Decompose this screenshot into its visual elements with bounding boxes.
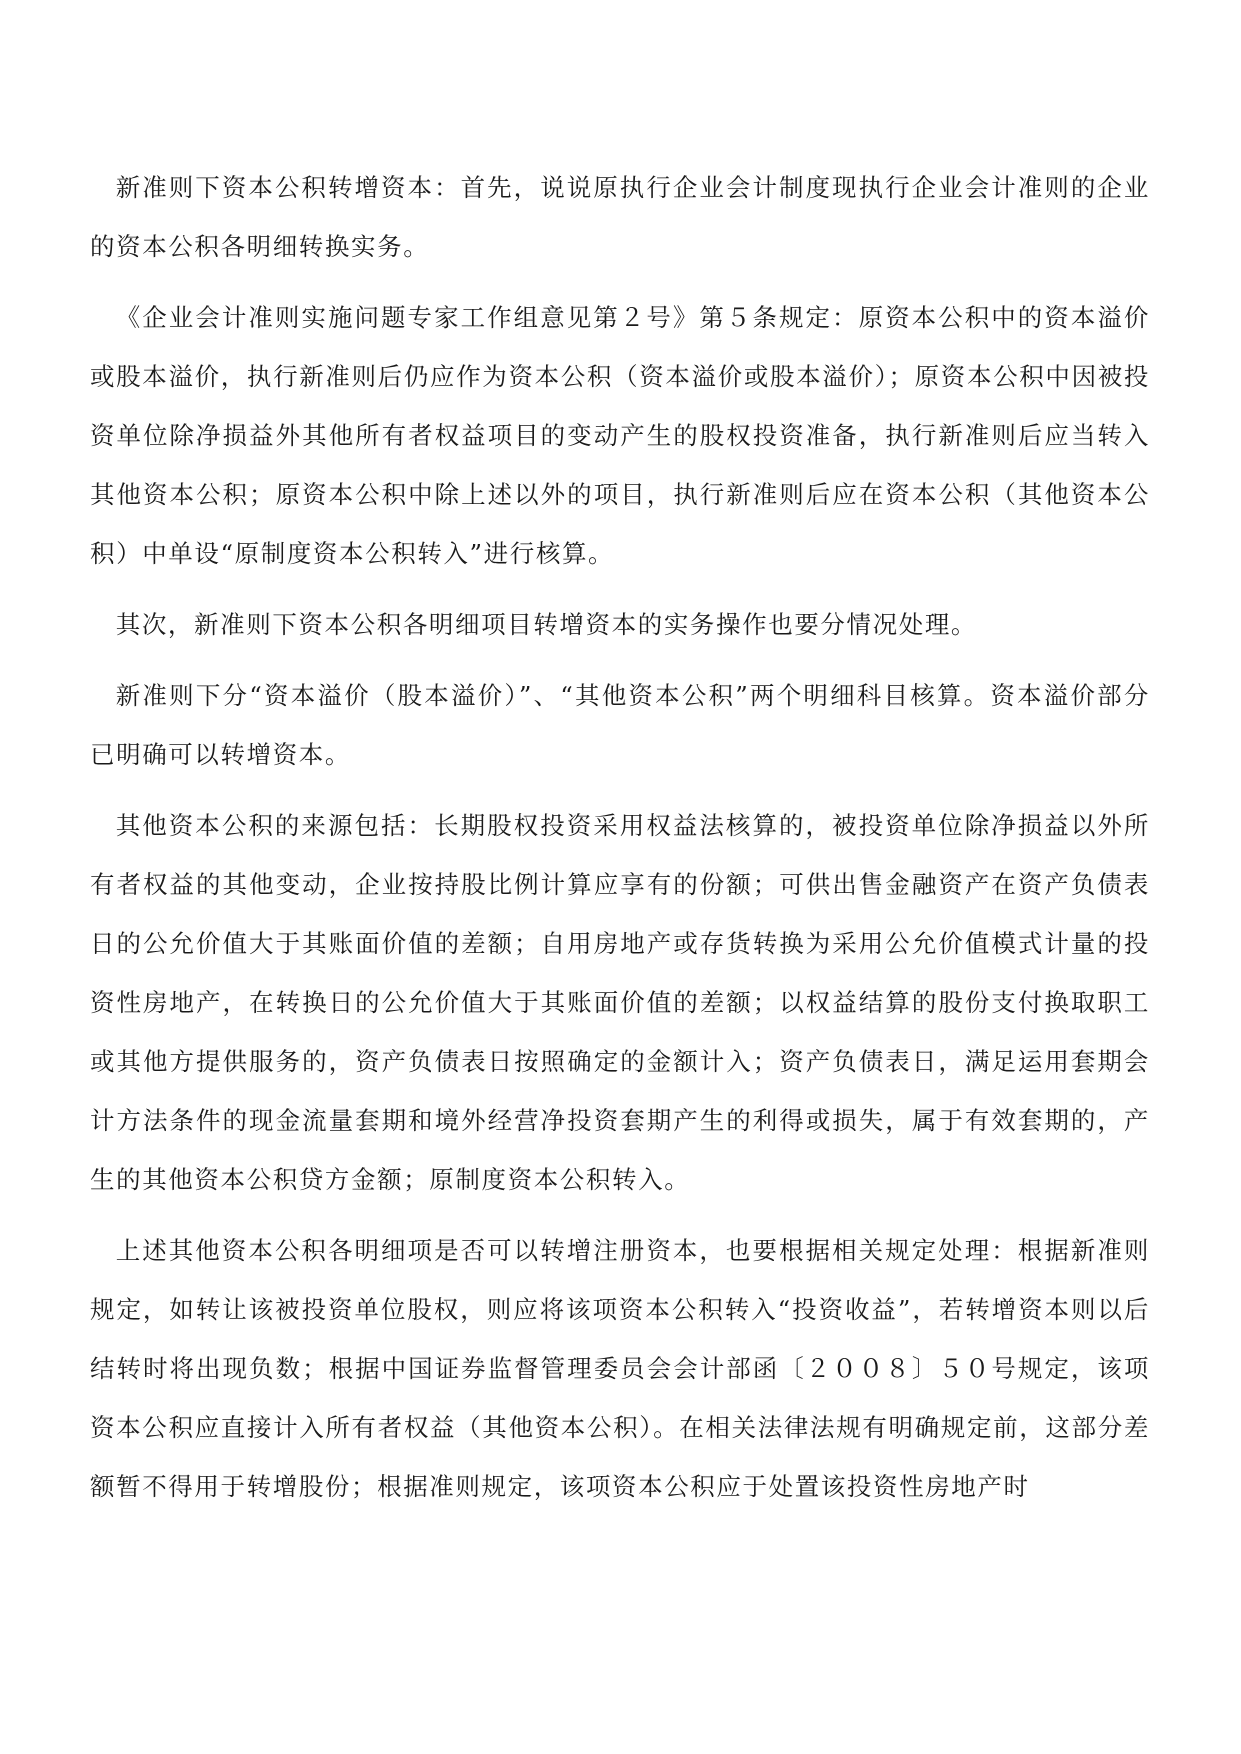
paragraph-other-capital-sources: 其他资本公积的来源包括：长期股权投资采用权益法核算的，被投资单位除净损益以外所有者权益的其他变动，企业按持股比例计算应享有的份额；可供出售金融资产在资产负债表日的公允价值大于其账面价值的差额；自用房地产或存货转换为采用公允价值模式计量的投资性房地产，在转换日的公允价值大于其账面价值的差额；以权益结算的股份支付换取职工或其他方提供服务的，资产负债表日按照确定的金额计入；资产负债表日，满足运用套期会计方法条件的现金流量套期和境外经营净投资套期产生的利得或损失，属于有效套期的，产生的其他资本公积贷方金额；原制度资本公积转入。 <box>90 811 1150 1194</box>
paragraph-second-point: 其次，新准则下资本公积各明细项目转增资本的实务操作也要分情况处理。 <box>115 610 978 639</box>
paragraph-conversion-rules: 上述其他资本公积各明细项是否可以转增注册资本，也要根据相关规定处理：根据新准则规定，如转让该被投资单位股权，则应将该项资本公积转入“投资收益”，若转增资本则以后结转时将出现负数；根据中国证券监督管理委员会会计部函〔２００８〕５０号规定，该项资本公积应直接计入所有者权益（其他资本公积）。在相关法律法规有明确规定前，这部分差额暂不得用于转增股份；根据准则规定，该项资本公积应于处置该投资性房地产时 <box>90 1236 1150 1501</box>
document-body <box>90 158 1150 1528</box>
paragraph-intro: 新准则下资本公积转增资本：首先，说说原执行企业会计制度现执行企业会计准则的企业的资本公积各明细转换实务。 <box>90 173 1150 261</box>
paragraph-expert-opinion: 《企业会计准则实施问题专家工作组意见第２号》第５条规定：原资本公积中的资本溢价或股本溢价，执行新准则后仍应作为资本公积（资本溢价或股本溢价）；原资本公积中因被投资单位除净损益外其他所有者权益项目的变动产生的股权投资准备，执行新准则后应当转入其他资本公积；原资本公积中除上述以外的项目，执行新准则后应在资本公积（其他资本公积）中单设“原制度资本公积转入”进行核算。 <box>90 303 1150 568</box>
paragraph-subaccounts: 新准则下分“资本溢价（股本溢价）”、“其他资本公积”两个明细科目核算。资本溢价部分已明确可以转增资本。 <box>90 681 1150 769</box>
